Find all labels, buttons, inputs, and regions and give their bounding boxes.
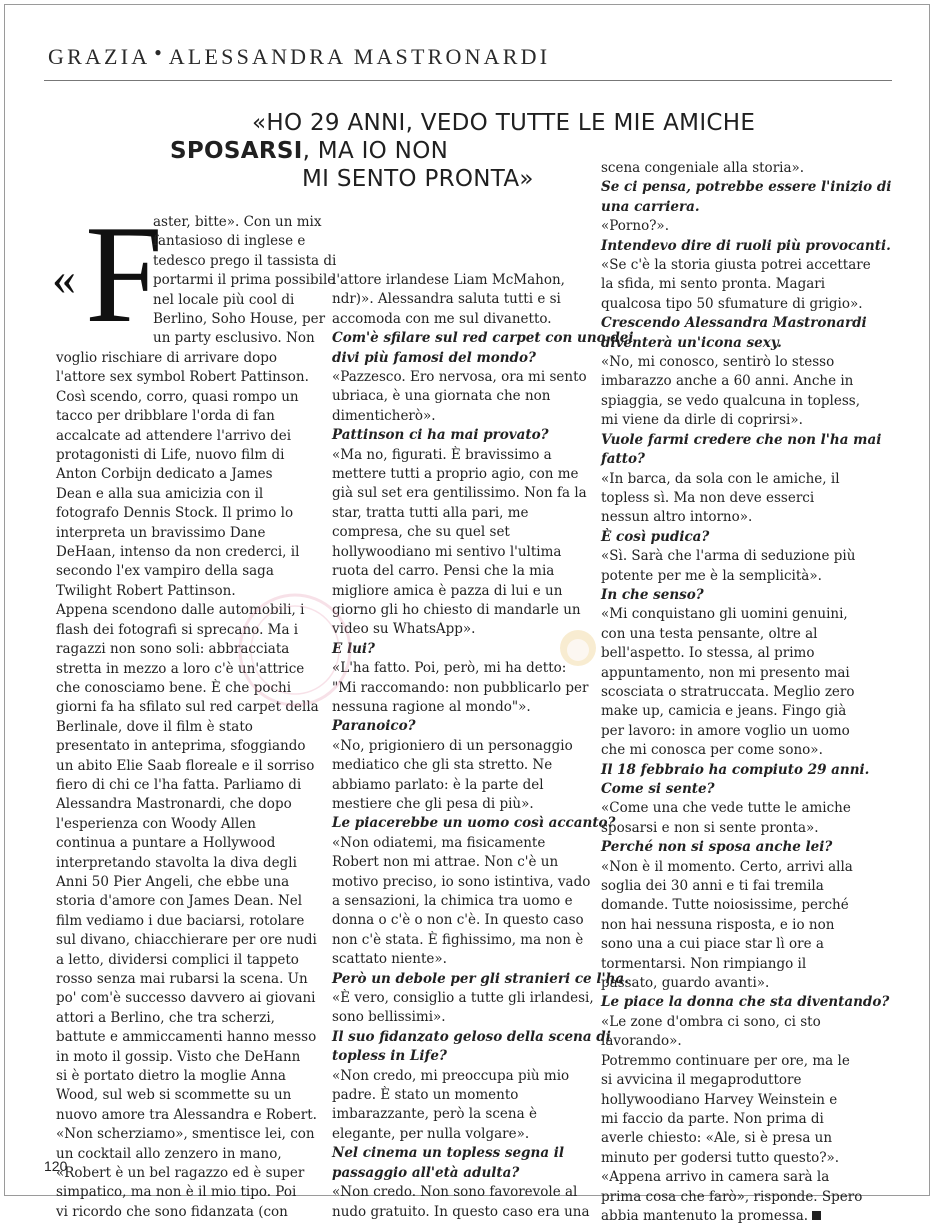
text-line: DeHaan, intenso da non crederci, il xyxy=(56,544,300,561)
column-3 xyxy=(601,159,891,1226)
question-line: Nel cinema un topless segna il xyxy=(332,1145,565,1162)
text-line: Dean e alla sua amicizia con il xyxy=(56,485,264,502)
answer-line: qualcosa tipo 50 sfumature di grigio». xyxy=(601,295,863,312)
text-line: in moto il gossip. Visto che DeHann xyxy=(56,1048,301,1065)
text-line: po' com'è successo davvero ai giovani xyxy=(56,990,316,1007)
answer-line: con una testa pensante, oltre al xyxy=(601,625,818,642)
answer-line: soglia dei 30 anni e ti fai tremila xyxy=(601,878,824,895)
answer-line: abbia mantenuto la promessa. xyxy=(601,1207,891,1226)
text-line: tacco per dribblare l'orda di fan xyxy=(56,408,275,425)
answer-line: Robert non mi attrae. Non c'è un xyxy=(332,854,559,871)
text-line: che conosciamo bene. È che pochi xyxy=(56,679,292,696)
answer-line: nudo gratuito. In questo caso era una xyxy=(332,1203,590,1220)
answer-line: ruota del carro. Pensi che la mia xyxy=(332,563,555,580)
question-line: Pattinson ci ha mai provato? xyxy=(332,427,549,444)
text-line: un cocktail allo zenzero in mano, xyxy=(56,1145,282,1162)
header-bullet: ● xyxy=(154,44,165,59)
magazine-name: GRAZIA xyxy=(48,44,151,69)
answer-line: «Come una che vede tutte le amiche xyxy=(601,800,851,817)
text-line: Twilight Robert Pattinson. xyxy=(56,582,236,599)
answer-line: giorno gli ho chiesto di mandarle un xyxy=(332,601,581,618)
text-line: film vediamo i due baciarsi, rotolare xyxy=(56,912,305,929)
text-line: protagonisti di Life, nuovo film di xyxy=(56,447,285,464)
answer-line: nessun altro intorno». xyxy=(601,509,753,526)
answer-line: sono una a cui piace star lì ore a xyxy=(601,936,824,953)
answer-line: scosciata o stratruccata. Meglio zero xyxy=(601,683,855,700)
question-line: passaggio all'età adulta? xyxy=(332,1164,520,1181)
answer-line: padre. È stato un momento xyxy=(332,1087,519,1104)
answer-line: mestiere che gli pesa di più». xyxy=(332,795,534,812)
answer-line: «Non credo. Non sono favorevole al xyxy=(332,1184,578,1201)
text-line: portarmi il prima possibile xyxy=(153,272,336,289)
column-1-lead xyxy=(153,213,336,349)
pullquote-line-1: «HO 29 ANNI, VEDO TUTTE LE MIE AMICHE xyxy=(252,110,756,136)
question-line: Crescendo Alessandra Mastronardi xyxy=(601,315,867,332)
header-rule xyxy=(44,80,892,81)
answer-line: compresa, che su quel set xyxy=(332,524,510,541)
question-line: E lui? xyxy=(332,640,375,657)
question-line: Perché non si sposa anche lei? xyxy=(601,839,833,856)
drop-cap: F xyxy=(85,197,163,352)
question-line: Paranoico? xyxy=(332,718,416,735)
text-line: fiero di chi ce l'ha fatta. Parliamo di xyxy=(56,776,302,793)
answer-line: ubriaca, è una giornata che non xyxy=(332,388,551,405)
text-line: interpretando stavolta la diva degli xyxy=(56,854,297,871)
text-line: Berlinale, dove il film è stato xyxy=(56,718,253,735)
text-line: Alessandra Mastronardi, che dopo xyxy=(56,796,292,813)
answer-line: mettere tutti a proprio agio, con me xyxy=(332,466,579,483)
answer-line: appuntamento, non mi presento mai xyxy=(601,664,850,681)
watermark-doll-icon xyxy=(548,620,608,680)
answer-line: minuto per godersi tutto questo?». xyxy=(601,1149,840,1166)
end-mark-icon xyxy=(812,1211,821,1220)
text-line: fantasioso di inglese e xyxy=(153,233,306,250)
question-line: Il suo fidanzato geloso della scena di xyxy=(332,1028,611,1045)
text-line: continua a puntare a Hollywood xyxy=(56,835,276,852)
text-line: secondo l'ex vampiro della saga xyxy=(56,563,274,580)
question-line: Le piace la donna che sta diventando? xyxy=(601,994,890,1011)
text-line: Appena scendono dalle automobili, i xyxy=(56,602,305,619)
answer-line: «È vero, consiglio a tutte gli irlandesi, xyxy=(332,990,594,1007)
answer-line: domande. Tutte noiosissime, perché xyxy=(601,897,849,914)
answer-line: «L'ha fatto. Poi, però, mi ha detto: xyxy=(332,660,567,677)
answer-line: «Pazzesco. Ero nervosa, ora mi sento xyxy=(332,369,587,386)
text-line: si è portato dietro la moglie Anna xyxy=(56,1068,286,1085)
column-1 xyxy=(56,349,319,1222)
text-line: Wood, sul web si scommette su un xyxy=(56,1087,292,1104)
answer-line: «Porno?». xyxy=(601,218,669,235)
text-line: interpreta un bravissimo Dane xyxy=(56,524,266,541)
answer-line: «Ma no, figurati. È bravissimo a xyxy=(332,446,552,463)
text-line: nel locale più cool di xyxy=(153,291,295,308)
opening-guillemet: « xyxy=(52,252,76,305)
question-line: diventerà un'icona sexy. xyxy=(601,334,782,351)
answer-line: video su WhatsApp». xyxy=(332,621,476,638)
answer-line: hollywoodiano mi sentivo l'ultima xyxy=(332,543,562,560)
question-line: Il 18 febbraio ha compiuto 29 anni. xyxy=(601,761,870,778)
answer-line: mi viene da dirle di coprirsi». xyxy=(601,412,803,429)
text-line: rosso senza mai rubarsi la scena. Un xyxy=(56,971,308,987)
text-line: a letto, dividersi complici il tappeto xyxy=(56,951,299,968)
answer-line: spiaggia, se vedo qualcuna in topless, xyxy=(601,392,860,409)
text-line: fotografo Dennis Stock. Il primo lo xyxy=(56,505,294,522)
text-line: Berlino, Soho House, per xyxy=(153,311,326,328)
answer-line: l'attore irlandese Liam McMahon, xyxy=(332,272,565,288)
answer-line: elegante, per nulla volgare». xyxy=(332,1125,530,1142)
answer-line: abbiamo parlato: è la parte del xyxy=(332,776,544,793)
answer-line: bell'aspetto. Io stessa, al primo xyxy=(601,645,815,662)
answer-line: «Non credo, mi preoccupa più mio xyxy=(332,1067,570,1084)
answer-line: motivo preciso, io sono istintiva, vado xyxy=(332,873,591,890)
question-line: fatto? xyxy=(601,451,645,468)
question-line: divi più famosi del mondo? xyxy=(332,349,536,366)
answer-line: sposarsi e non si sente pronta». xyxy=(601,819,819,836)
text-line: l'attore sex symbol Robert Pattinson. xyxy=(56,369,309,386)
answer-line: che mi conosca per come sono». xyxy=(601,742,823,759)
question-line: topless in Life? xyxy=(332,1048,447,1065)
answer-line: nessuna ragione al mondo"». xyxy=(332,698,531,715)
question-line: Intendevo dire di ruoli più provocanti. xyxy=(601,237,891,254)
answer-line: imbarazzo anche a 60 anni. Anche in xyxy=(601,373,854,390)
answer-line: topless sì. Ma non deve esserci xyxy=(601,489,815,506)
text-line: Anton Corbijn dedicato a James xyxy=(56,466,273,483)
answer-line: non c'è stata. È fighissimo, ma non è xyxy=(332,931,584,948)
text-line: attori a Berlino, che tra scherzi, xyxy=(56,1009,275,1026)
answer-line: potente per me è la semplicità». xyxy=(601,567,822,584)
text-line: Così scendo, corro, quasi rompo un xyxy=(56,388,299,405)
text-line: «Robert è un bel ragazzo ed è super xyxy=(56,1165,305,1182)
answer-line: «Mi conquistano gli uomini genuini, xyxy=(601,606,848,623)
answer-line: accomoda con me sul divanetto. xyxy=(332,310,552,327)
question-line: È così pudica? xyxy=(601,528,710,545)
text-line: Anni 50 Pier Angeli, che ebbe una xyxy=(56,873,290,890)
answer-line: hollywoodiano Harvey Weinstein e xyxy=(601,1091,838,1108)
question-line: Le piacerebbe un uomo così accanto? xyxy=(332,815,616,832)
text-line: aster, bitte». Con un mix xyxy=(153,214,322,230)
text-line: ragazzi non sono soli: abbracciata xyxy=(56,641,290,658)
answer-line: imbarazzante, però la scena è xyxy=(332,1106,537,1123)
question-line: In che senso? xyxy=(601,586,704,603)
question-line: Però un debole per gli stranieri ce l'ha. xyxy=(332,970,629,987)
page-number: 120 xyxy=(44,1158,68,1174)
pullquote-line-2-rest: , MA IO NON xyxy=(302,138,449,164)
answer-line: «Sì. Sarà che l'arma di seduzione più xyxy=(601,548,856,565)
text-line: l'esperienza con Woody Allen xyxy=(56,815,257,832)
text-line: battute e ammiccamenti hanno messo xyxy=(56,1029,317,1046)
pullquote-line-2 xyxy=(170,138,448,164)
answer-line: si avvicina il megaproduttore xyxy=(601,1072,802,1089)
answer-line: donna o c'è o non c'è. In questo caso xyxy=(332,912,584,929)
text-line: sul divano, chiacchierare per ore nudi xyxy=(56,932,317,949)
answer-line: «No, prigioniero di un personaggio xyxy=(332,737,573,754)
text-line: accalcate ad attendere l'arrivo dei xyxy=(56,427,292,444)
answer-line: «Non odiatemi, ma fisicamente xyxy=(332,834,546,851)
answer-line: mi faccio da parte. Non prima di xyxy=(601,1110,824,1127)
answer-line: prima cosa che farò», risponde. Spero xyxy=(601,1188,863,1205)
answer-line: scena congeniale alla storia». xyxy=(601,160,805,176)
text-line: flash dei fotografi si sprecano. Ma i xyxy=(56,621,299,638)
answer-line: dimenticherò». xyxy=(332,407,436,424)
answer-line: "Mi raccomando: non pubblicarlo per xyxy=(332,679,589,696)
answer-line: per lavoro: in amore voglio un uomo xyxy=(601,722,850,739)
text-line: «Non scherziamo», smentisce lei, con xyxy=(56,1126,315,1143)
answer-line: star, tratta tutti alla pari, me xyxy=(332,504,529,521)
answer-line: mediatico che gli sta stretto. Ne xyxy=(332,757,553,774)
text-line: un party esclusivo. Non xyxy=(153,330,315,347)
answer-line: passato, guardo avanti». xyxy=(601,975,770,992)
column-2 xyxy=(332,271,634,1222)
question-line: una carriera. xyxy=(601,198,700,215)
article-subject: ALESSANDRA MASTRONARDI xyxy=(168,44,551,69)
question-line: Com'è sfilare sul red carpet con uno dei xyxy=(332,330,634,347)
text-line: tedesco prego il tassista di xyxy=(153,252,337,269)
answer-line: già sul set era gentilissimo. Non fa la xyxy=(332,485,587,502)
answer-line: «No, mi conosco, sentirò lo stesso xyxy=(601,354,835,371)
answer-line: sono bellissimi». xyxy=(332,1009,446,1026)
watermark-logo xyxy=(225,580,365,720)
text-line: giorni fa ha sfilato sul red carpet della xyxy=(56,699,319,716)
answer-line: a sensazioni, la chimica tra uomo e xyxy=(332,893,573,909)
text-line: voglio rischiare di arrivare dopo xyxy=(56,350,277,366)
text-line: vi ricordo che sono fidanzata (con xyxy=(56,1203,288,1220)
answer-line: migliore amica è pazza di lui e un xyxy=(332,582,563,599)
answer-line: scattato niente». xyxy=(332,951,447,968)
answer-line: make up, camicia e jeans. Fingo già xyxy=(601,703,847,720)
answer-line: «Le zone d'ombra ci sono, ci sto xyxy=(601,1013,821,1030)
question-line: Se ci pensa, potrebbe essere l'inizio di xyxy=(601,179,892,196)
text-line: storia d'amore con James Dean. Nel xyxy=(56,893,303,910)
text-line: stretta in mezzo a loro c'è un'attrice xyxy=(56,660,305,677)
pullquote-line-3: MI SENTO PRONTA» xyxy=(302,166,534,192)
answer-line: tormentarsi. Non rimpiango il xyxy=(601,955,807,972)
answer-line: averle chiesto: «Ale, si è presa un xyxy=(601,1130,833,1147)
answer-line: la sfida, mi sento pronta. Magari xyxy=(601,276,826,293)
answer-line: lavorando». xyxy=(601,1033,682,1050)
answer-line: «Appena arrivo in camera sarà la xyxy=(601,1169,830,1186)
answer-line: «Non è il momento. Certo, arrivi alla xyxy=(601,858,853,875)
answer-line: ndr)». Alessandra saluta tutti e si xyxy=(332,291,561,308)
text-line: un abito Elie Saab floreale e il sorriso xyxy=(56,757,315,774)
text-line: simpatico, ma non è il mio tipo. Poi xyxy=(56,1184,297,1201)
question-line: Come si sente? xyxy=(601,781,715,797)
answer-line: «In barca, da sola con le amiche, il xyxy=(601,470,840,487)
answer-line: Potremmo continuare per ore, ma le xyxy=(601,1052,850,1069)
text-line: nuovo amore tra Alessandra e Robert. xyxy=(56,1106,317,1123)
magazine-header xyxy=(48,44,550,70)
question-line: Vuole farmi credere che non l'ha mai xyxy=(601,431,882,448)
answer-line: non hai nessuna risposta, e io non xyxy=(601,916,835,933)
pullquote-emphasis: SPOSARSI xyxy=(170,138,303,164)
text-line: presentato in anteprima, sfoggiando xyxy=(56,738,306,755)
answer-line: «Se c'è la storia giusta potrei accettare xyxy=(601,257,871,274)
